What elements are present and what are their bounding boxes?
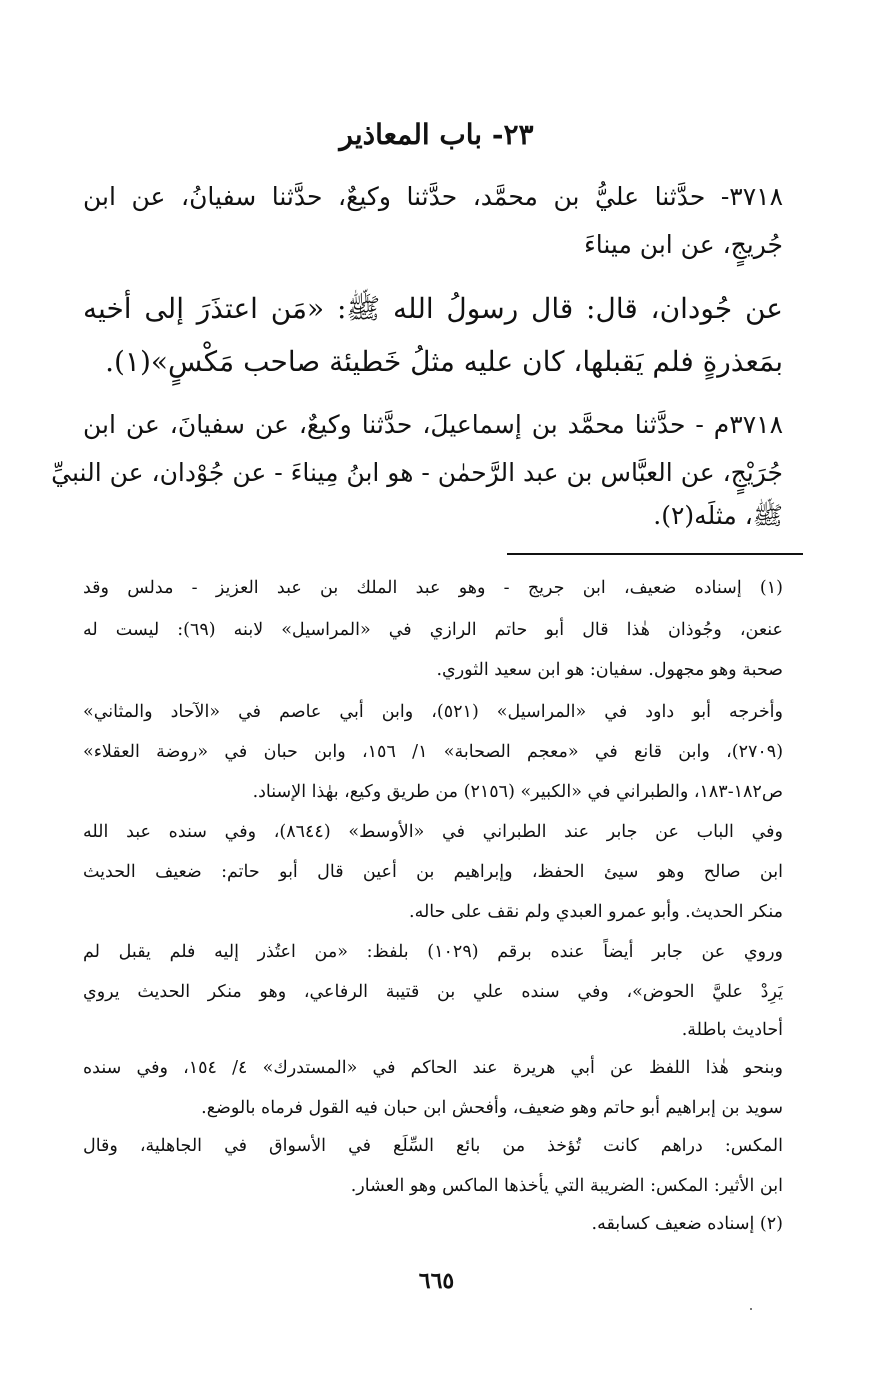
footnote-6-line-1: المكس: دراهم كانت تُؤخذ من بائع السِّلَع في الأسواق في الجاهلية، وقال	[83, 1136, 783, 1156]
footnote-1-line-2: عنعن، وجُوذان هٰذا قال أبو حاتم الرازي في «المراسيل» لابنه (٦٩): ليست له	[83, 620, 783, 640]
footnote-1-line-3: صحبة وهو مجهول. سفيان: هو ابن سعيد الثوري.	[436, 660, 783, 680]
footnote-1-line-1: (١) إسناده ضعيف، ابن جريج - وهو عبد الملك بن عبد العزيز - مدلس وقد	[83, 578, 783, 598]
footnote-2-line-1: وأخرجه أبو داود في «المراسيل» (٥٢١)، وابن أبي عاصم في «الآحاد والمثاني»	[83, 702, 783, 722]
footnote-separator	[507, 553, 803, 555]
scan-speck	[750, 1308, 752, 1310]
footnote-5-line-2: سويد بن إبراهيم أبو حاتم وهو ضعيف، وأفحش ابن حبان فيه القول فرماه بالوضع.	[201, 1098, 783, 1118]
hadith-3718m-line-1: ٣٧١٨م - حدَّثنا محمَّد بن إسماعيلَ، حدَّثنا وكيعٌ، عن سفيانَ، عن ابن	[83, 410, 783, 439]
chapter-title: ٢٣- باب المعاذير	[339, 118, 534, 151]
footnote-6-line-2: ابن الأثير: المكس: الضريبة التي يأخذها الماكس وهو العشار.	[350, 1176, 783, 1196]
hadith-3718m-line-2: جُرَيْجٍ، عن العبَّاس بن عبد الرَّحمٰن - هو ابنُ مِيناءَ - عن جُوْدان، عن النبيِّ	[51, 458, 783, 487]
footnote-3-line-2: ابن صالح وهو سيئ الحفظ، وإبراهيم بن أعين قال أبو حاتم: ضعيف الحديث	[83, 862, 783, 882]
page-number: ٦٦٥	[418, 1268, 455, 1294]
footnote-3-line-1: وفي الباب عن جابر عند الطبراني في «الأوسط» (٨٦٤٤)، وفي سنده عبد الله	[83, 822, 783, 842]
footnote-4-line-2: يَرِدْ عليَّ الحوض»، وفي سنده علي بن قتيبة الرفاعي، وهو منكر الحديث يروي	[83, 982, 783, 1002]
hadith-matn-line-2: بمَعذرةٍ فلم يَقبلها، كان عليه مثلُ خَطيئة صاحب مَكْسٍ»(١).	[105, 345, 783, 378]
footnote-2-line-2: (٢٧٠٩)، وابن قانع في «معجم الصحابة» ١/ ١٥٦، وابن حبان في «روضة العقلاء»	[83, 742, 784, 762]
hadith-3718-line-1: ٣٧١٨- حدَّثنا عليُّ بن محمَّد، حدَّثنا وكيعٌ، حدَّثنا سفيانُ، عن ابن	[83, 182, 783, 211]
footnote-7-line-1: (٢) إسناده ضعيف كسابقه.	[591, 1214, 783, 1234]
hadith-matn-line-1: عن جُودان، قال: قال رسولُ الله ﷺ: «مَن اعتذَرَ إلى أخيه	[83, 292, 783, 325]
footnote-4-line-1: وروي عن جابر أيضاً عنده برقم (١٠٢٩) بلفظ: «من اعتُذر إليه فلم يقبل لم	[83, 942, 783, 962]
footnote-3-line-3: منكر الحديث. وأبو عمرو العبدي ولم نقف على حاله.	[409, 902, 783, 922]
footnote-2-line-3: ص١٨٢-١٨٣، والطبراني في «الكبير» (٢١٥٦) من طريق وكيع، بهٰذا الإسناد.	[252, 782, 783, 802]
footnote-5-line-1: وبنحو هٰذا اللفظ عن أبي هريرة عند الحاكم في «المستدرك» ٤/ ١٥٤، وفي سنده	[83, 1058, 783, 1078]
footnote-4-line-3: أحاديث باطلة.	[681, 1020, 783, 1040]
hadith-3718-line-2: جُريجٍ، عن ابن ميناءَ	[584, 230, 783, 259]
hadith-3718m-line-3: ﷺ، مثلَه(٢).	[653, 501, 783, 530]
